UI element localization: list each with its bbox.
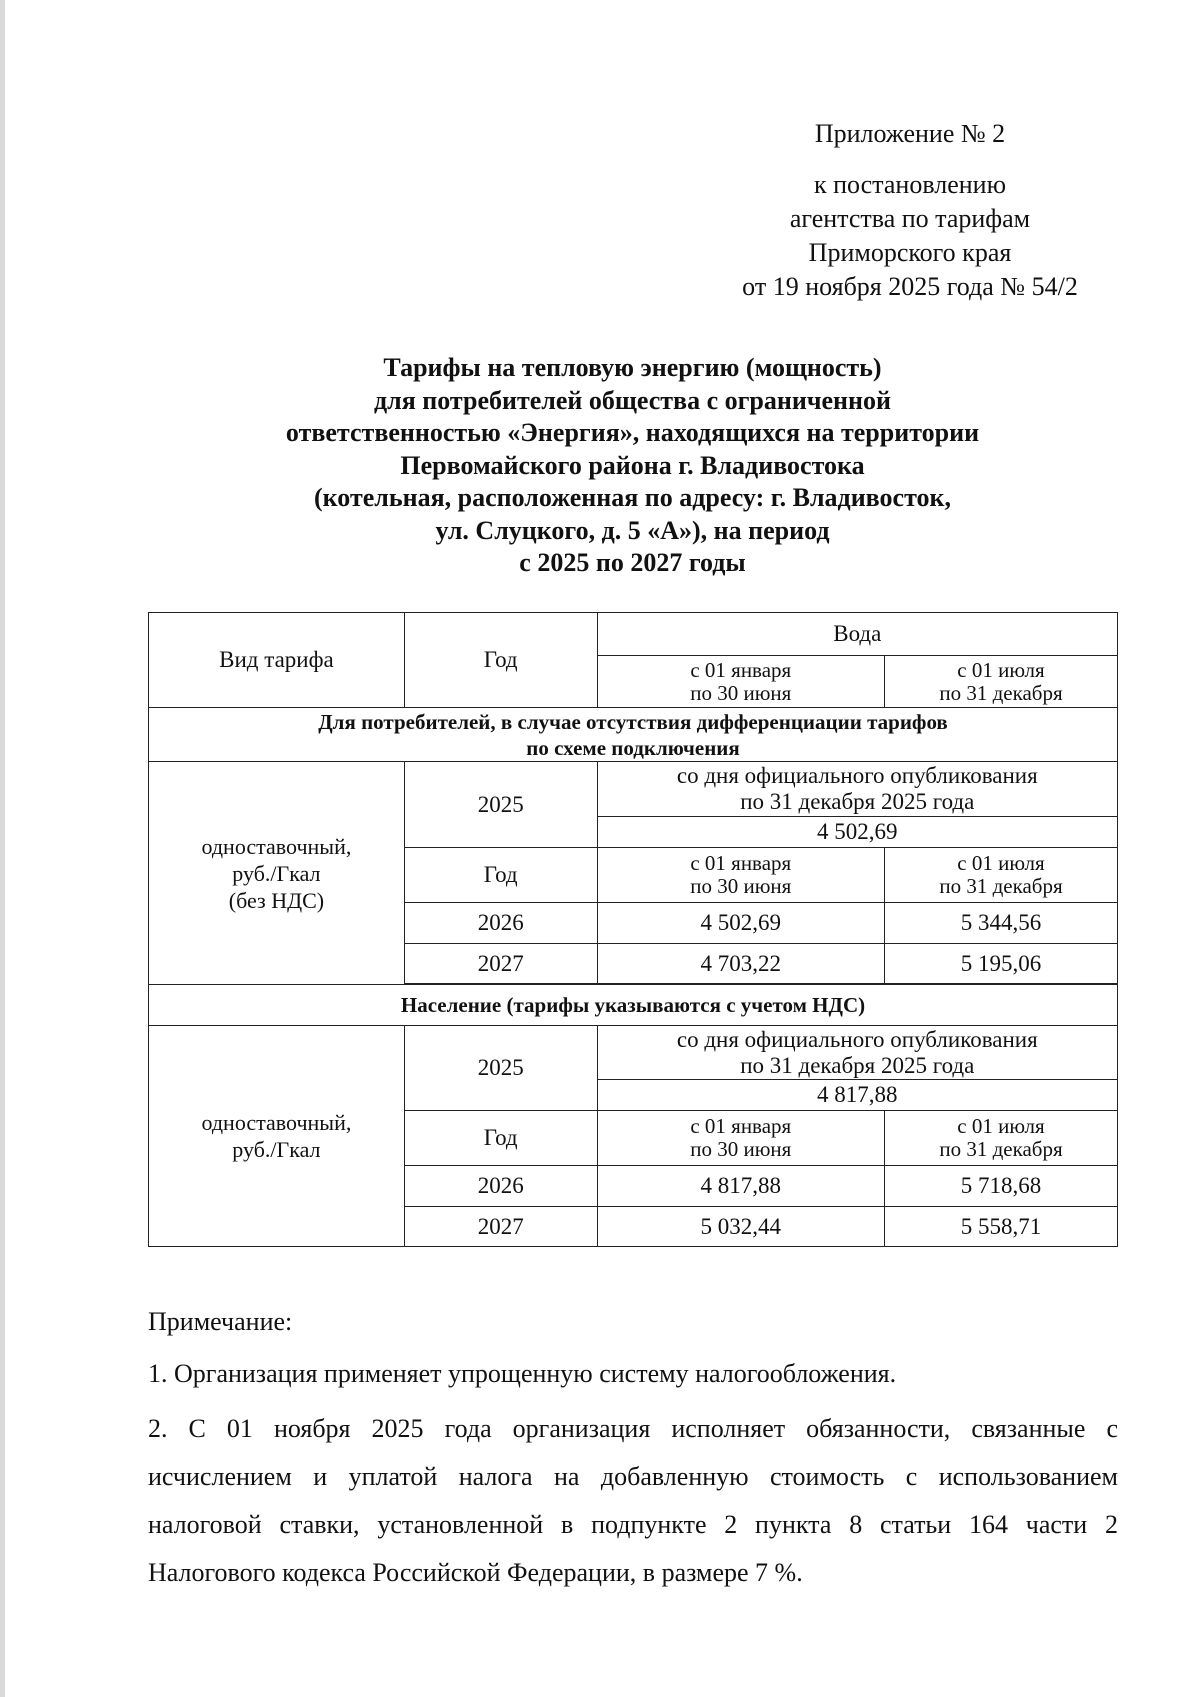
tariff-value-2025: 4 502,69: [597, 817, 1117, 848]
notes-title: Примечание:: [148, 1307, 293, 1336]
sub-header-period-1: с 01 января по 30 июня: [597, 1111, 884, 1166]
period-2025: со дня официального опубликования по 31 декабря 2025 года: [597, 1026, 1117, 1080]
period-2025: со дня официального опубликования по 31 декабря 2025 года: [597, 762, 1117, 817]
year-cell: 2025: [404, 762, 597, 848]
title-line: с 2025 по 2027 годы: [519, 548, 746, 577]
tariff-value: 4 703,22: [597, 944, 884, 984]
tariff-value: 5 195,06: [884, 944, 1117, 984]
section-title: Для потребителей, в случае отсутствия дифференциации тарифов по схеме подключения: [149, 708, 1118, 762]
tariff-value: 4 817,88: [597, 1166, 884, 1207]
year-cell: 2027: [404, 944, 597, 984]
sub-header-period-1: с 01 января по 30 июня: [597, 848, 884, 903]
document-title: [150, 352, 1115, 580]
tariff-value-2025: 4 817,88: [597, 1080, 1117, 1111]
title-line: для потребителей общества с ограниченной: [373, 385, 891, 415]
note-item: 1. Организация применяет упрощенную систему налогообложения.: [148, 1359, 897, 1388]
appendix-line: агентства по тарифам: [789, 204, 1031, 233]
header-tariff-type: Вид тарифа: [149, 613, 405, 708]
appendix-number: Приложение № 2: [814, 119, 1006, 148]
appendix-line: Приморского края: [808, 238, 1012, 267]
header-water: Вода: [597, 613, 1117, 656]
tariff-value: 4 502,69: [597, 903, 884, 944]
year-cell: 2026: [404, 903, 597, 944]
page-edge: [0, 0, 5, 1697]
appendix-reference: [720, 168, 1100, 304]
title-line: ул. Слуцкого, д. 5 «А»), на период: [435, 515, 830, 545]
year-cell: 2026: [404, 1166, 597, 1207]
year-cell: 2025: [404, 1026, 597, 1111]
sub-header-year: Год: [404, 1111, 597, 1166]
appendix-line: к постановлению: [813, 170, 1007, 199]
tariff-category: одноставочный, руб./Гкал: [149, 1026, 405, 1247]
year-cell: 2027: [404, 1207, 597, 1247]
title-line: Тарифы на тепловую энергию (мощность): [383, 353, 882, 382]
sub-header-period-2: с 01 июля по 31 декабря: [884, 848, 1117, 903]
note-item: 2. С 01 ноября 2025 года организация исполняет обязанности, связанные с исчислением и уплатой налога на добавленную стоимость с использованием налоговой ставки, установленной в подпункте 2 пункта 8 статьи 164 части 2 Налогового кодекса Российской Федерации, в размере 7 %.: [148, 1414, 1118, 1587]
sub-header-year: Год: [404, 848, 597, 903]
title-line: (котельная, расположенная по адресу: г. Владивосток,: [313, 483, 951, 512]
tariff-value: 5 558,71: [884, 1207, 1117, 1247]
title-line: ответственностью «Энергия», находящихся на территории: [285, 418, 980, 447]
appendix-line: от 19 ноября 2025 года № 54/2: [742, 272, 1078, 301]
section-title: Население (тарифы указываются с учетом НДС): [149, 985, 1118, 1026]
tariff-value: 5 032,44: [597, 1207, 884, 1247]
tariff-value: 5 718,68: [884, 1166, 1117, 1207]
tariff-table: [148, 612, 1118, 1247]
title-line: Первомайского района г. Владивостока: [400, 450, 865, 480]
header-period-1: с 01 января по 30 июня: [597, 656, 884, 708]
tariff-value: 5 344,56: [884, 903, 1117, 944]
header-year: Год: [404, 613, 597, 708]
sub-header-period-2: с 01 июля по 31 декабря: [884, 1111, 1117, 1166]
tariff-category: одноставочный, руб./Гкал (без НДС): [149, 762, 405, 985]
header-period-2: с 01 июля по 31 декабря: [884, 656, 1117, 708]
